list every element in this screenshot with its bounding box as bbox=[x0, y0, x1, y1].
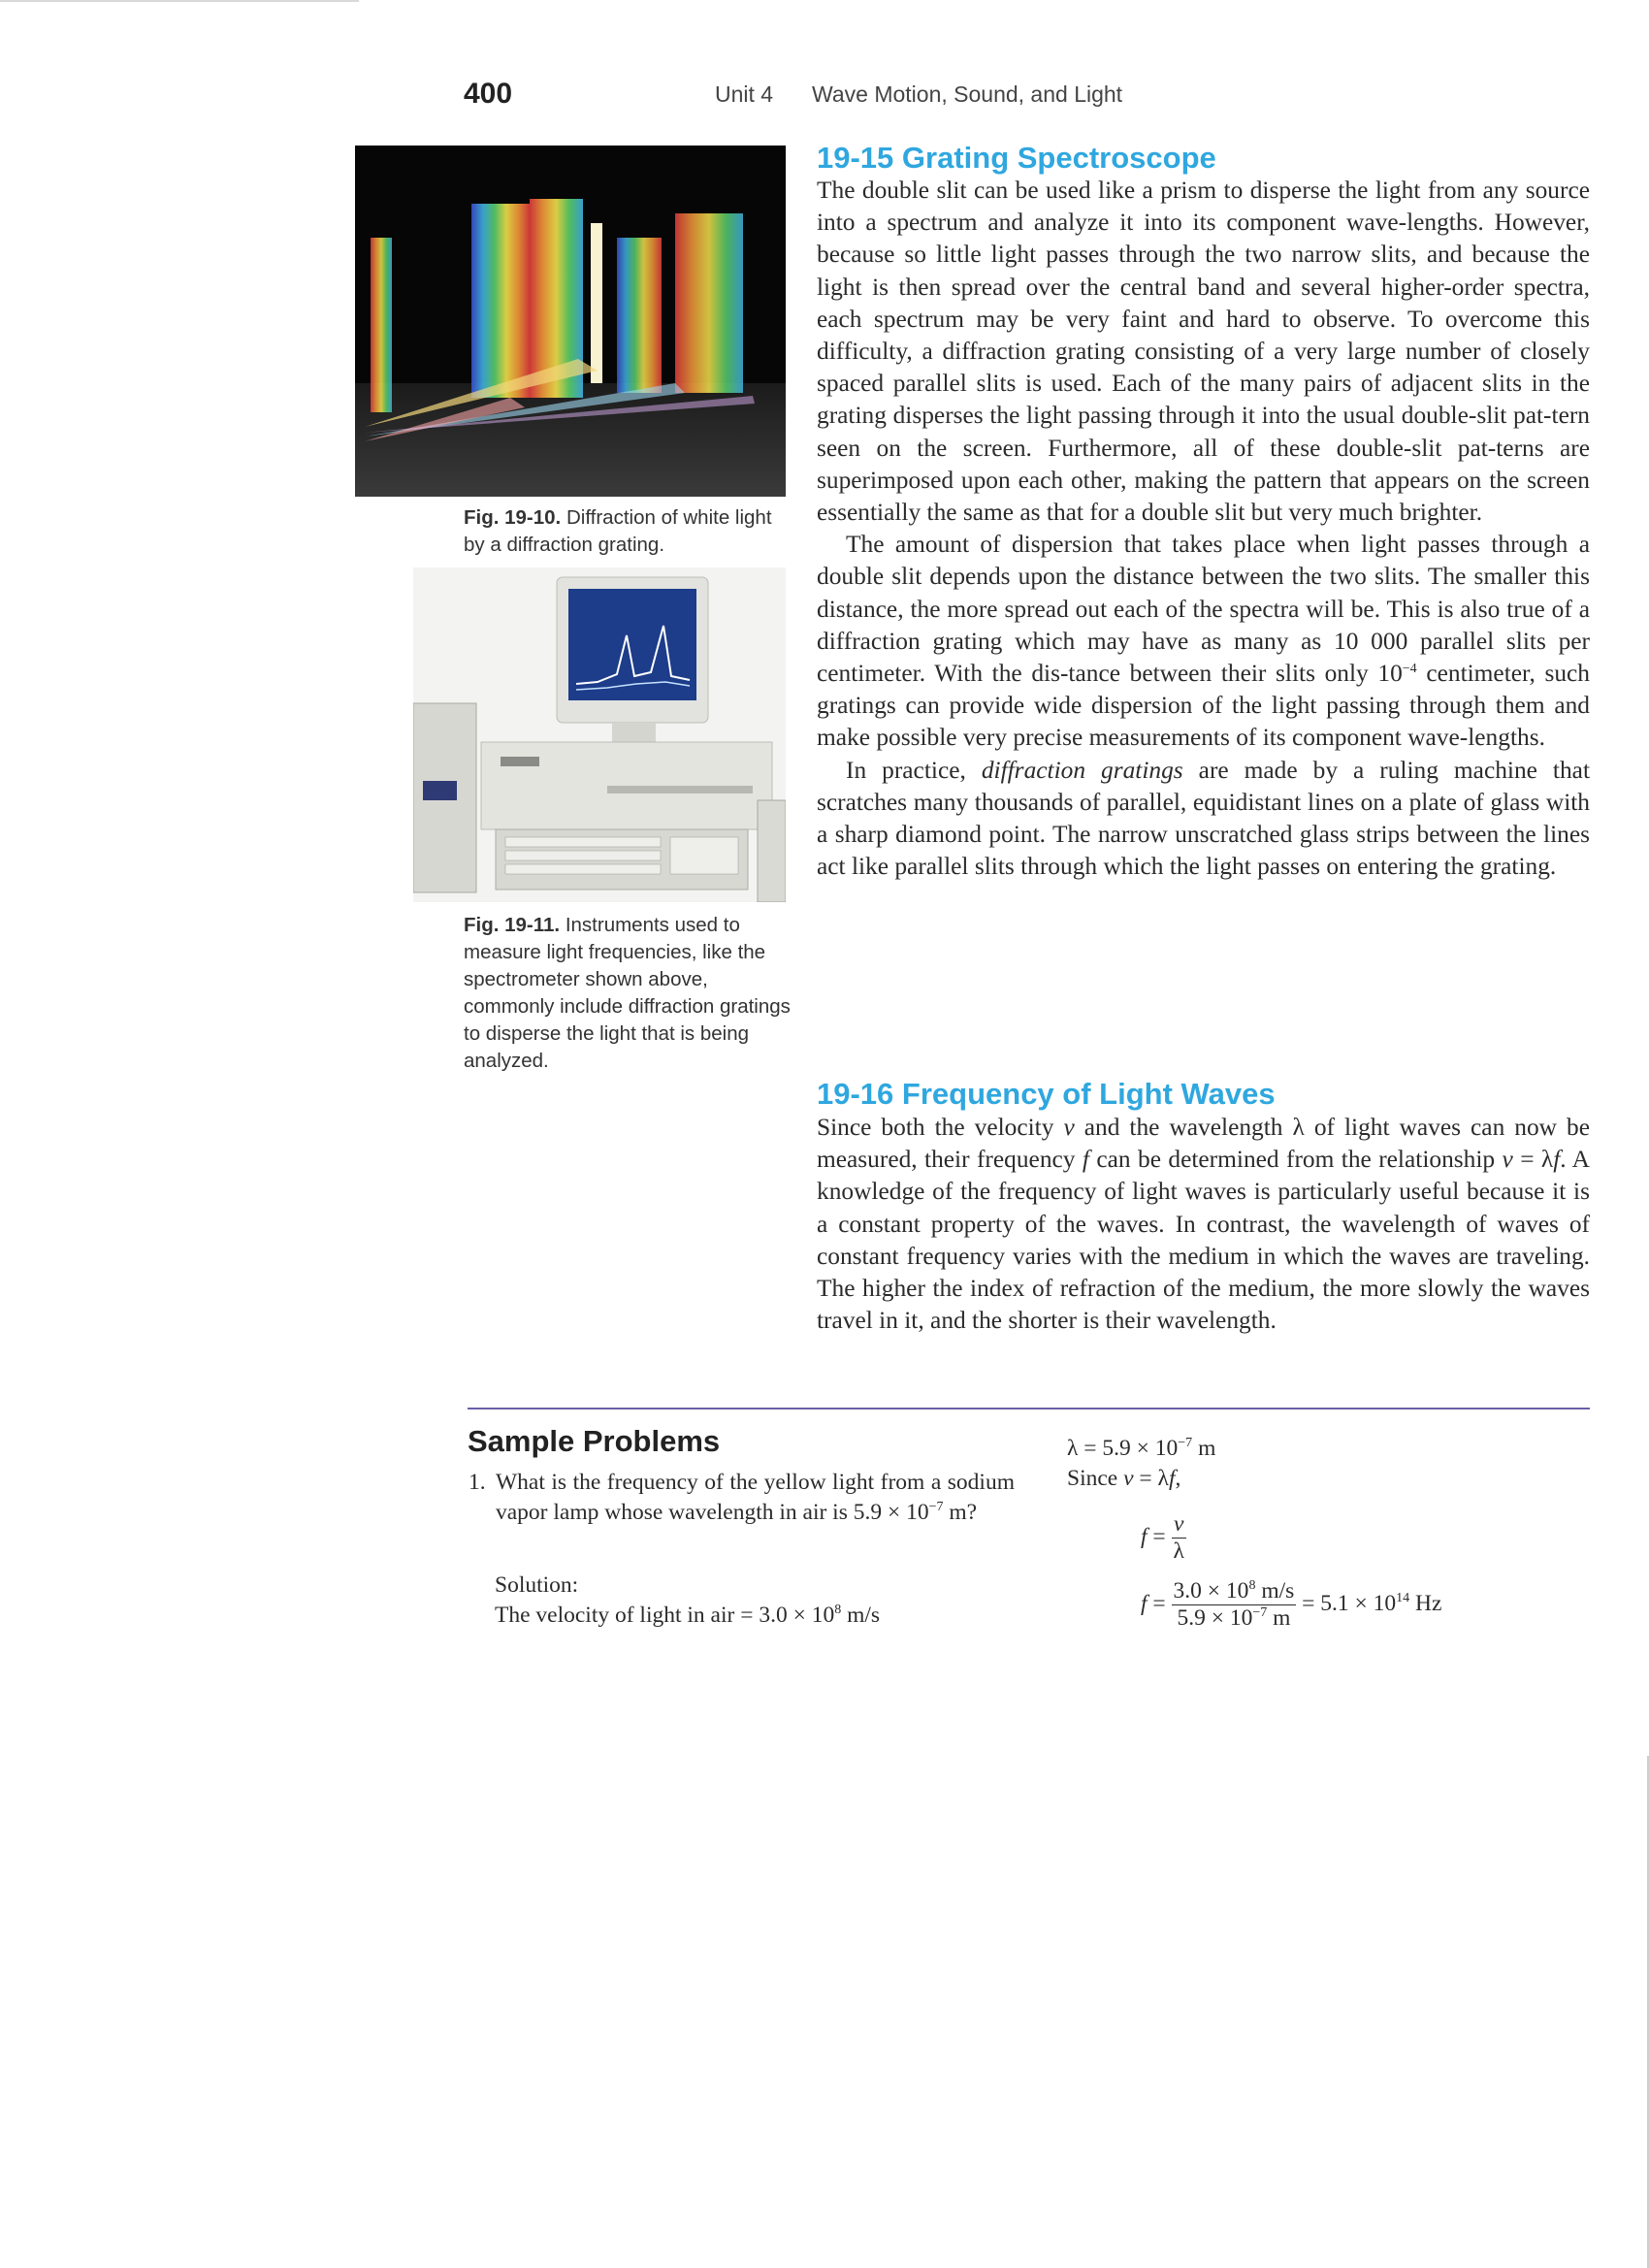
text-run: Since bbox=[1067, 1466, 1124, 1491]
text-run: 3.0 × 10 bbox=[1173, 1578, 1249, 1604]
paragraph bbox=[817, 529, 1590, 754]
equation-f-formula bbox=[1141, 1511, 1186, 1565]
fraction-numerator bbox=[1172, 1578, 1297, 1605]
equals-sign: = bbox=[1147, 1590, 1172, 1616]
text-run: and the wavelength λ of light waves can now be measured, their frequency bbox=[817, 1114, 1590, 1174]
variable-f: f bbox=[1168, 1466, 1176, 1491]
text-run: Hz bbox=[1409, 1590, 1442, 1616]
fraction-numerator: v bbox=[1172, 1511, 1186, 1539]
caption-text: Instruments used to measure light frequencies, like the spectrometer shown above, commonly include diffraction gratings to disperse the light that is being analyzed. bbox=[464, 914, 791, 1072]
superscript: −7 bbox=[928, 1500, 944, 1514]
text-run: can be determined from the relationship bbox=[1088, 1146, 1503, 1174]
text-run: , bbox=[1175, 1466, 1181, 1491]
variable-f: f bbox=[1553, 1146, 1561, 1174]
text-run: m bbox=[1267, 1605, 1291, 1631]
variable-f: f bbox=[1082, 1146, 1089, 1174]
running-head-unit: Unit 4 bbox=[715, 81, 774, 107]
page-number: 400 bbox=[464, 78, 513, 110]
text-run: 5.9 × 10 bbox=[1177, 1605, 1253, 1631]
variable-f: f bbox=[1141, 1590, 1148, 1616]
fraction-denominator bbox=[1172, 1605, 1297, 1632]
text-run: m/s bbox=[841, 1603, 881, 1628]
question-number: 1. bbox=[469, 1470, 486, 1495]
spectrometer-photo bbox=[413, 567, 786, 902]
equation-since bbox=[1067, 1466, 1180, 1492]
section-heading-19-15: 19-15 Grating Spectroscope bbox=[817, 141, 1216, 175]
section-divider bbox=[468, 1408, 1590, 1409]
superscript: 14 bbox=[1396, 1590, 1410, 1605]
text-run: λ = 5.9 × 10 bbox=[1067, 1436, 1179, 1461]
text-run: are made by a ruling machine that scratches many thousands of parallel, equidistant lines on a plate of glass with a sharp diamond point. The narrow unscratched glass strips between the lines act like parallel slits through which the light passes on entering the grating. bbox=[817, 756, 1590, 881]
paragraph bbox=[817, 755, 1590, 884]
running-head-title: Wave Motion, Sound, and Light bbox=[812, 81, 1123, 107]
variable-v: v bbox=[1123, 1466, 1134, 1491]
superscript: −7 bbox=[1178, 1436, 1193, 1450]
equation-f-result bbox=[1141, 1578, 1441, 1632]
text-run: = λ bbox=[1512, 1146, 1554, 1174]
text-run: Since both the velocity bbox=[817, 1114, 1064, 1141]
sample-question bbox=[469, 1468, 1015, 1528]
solution-label: Solution: bbox=[495, 1572, 579, 1598]
figure-caption-19-11 bbox=[464, 912, 793, 1075]
section-body-19-16 bbox=[817, 1112, 1590, 1337]
paragraph: The double slit can be used like a prism to disperse the light from any source into a spectrum and analyze it into its component wave-lengths. However, because so little light passes through the two narrow slits, and because the light is then spread over the central band and several higher-order spectra, each spectrum may be very faint and hard to observe. To overcome this difficulty, a diffraction grating consisting of a very large number of closely spaced parallel slits is used. Each of the many pairs of adjacent slits in the grating disperses the light passing through it into the usual double-slit pat-tern seen on the screen. Furthermore, all of these double-slit pat-terns are superimposed upon each other, making the pattern that appears on the screen essentially the same as that for a double slit but very much brighter. bbox=[817, 177, 1590, 527]
scan-edge-line bbox=[0, 0, 359, 2]
superscript: 8 bbox=[1248, 1578, 1256, 1593]
text-run: . A knowledge of the frequency of light waves is particularly useful because it is a constant property of the waves. In contrast, the wavelength of waves of constant frequency varies with the medium in which the waves are traveling. The higher the index of refraction of the medium, the more slowly the waves travel in it, and the shorter is their wavelength. bbox=[817, 1146, 1590, 1335]
text-run: = 5.1 × 10 bbox=[1296, 1590, 1397, 1616]
caption-text: Diffraction of white light by a diffraction grating. bbox=[464, 506, 772, 556]
section-body-19-15 bbox=[817, 175, 1590, 883]
sample-problems-title: Sample Problems bbox=[468, 1424, 721, 1458]
variable-v: v bbox=[1502, 1146, 1513, 1174]
diffraction-photo bbox=[355, 146, 786, 497]
section-heading-19-16: 19-16 Frequency of Light Waves bbox=[817, 1077, 1276, 1111]
solution-line bbox=[495, 1603, 880, 1629]
text-run: What is the frequency of the yellow light from a sodium vapor lamp whose wavelength in air is 5.9 × 10 bbox=[496, 1470, 1015, 1525]
variable-v: v bbox=[1063, 1114, 1075, 1141]
emphasis-term: diffraction gratings bbox=[981, 756, 1183, 784]
figure-label: Fig. 19-10. bbox=[464, 506, 562, 529]
variable-f: f bbox=[1141, 1523, 1148, 1549]
text-run: centimeter, such gratings can provide wide dispersion of the light passing through them and make possible very precise measurements of its component wave-lengths. bbox=[817, 660, 1590, 752]
equation-lambda bbox=[1067, 1436, 1215, 1462]
text-run: In practice, bbox=[846, 756, 982, 784]
text-run: m/s bbox=[1255, 1578, 1295, 1604]
text-run: The amount of dispersion that takes place when light passes through a double slit depends upon the distance between the two slits. The smaller this distance, the more spread out each of the spectra will be. This is also true of a diffraction grating which may have as many as 10 000 parallel slits per centimeter. With the dis-tance between their slits only 10 bbox=[817, 531, 1590, 688]
figure-caption-19-10 bbox=[464, 504, 784, 559]
superscript: −7 bbox=[1252, 1605, 1268, 1620]
figure-label: Fig. 19-11. bbox=[464, 914, 561, 936]
paragraph bbox=[817, 1112, 1590, 1337]
superscript: −4 bbox=[1402, 662, 1417, 677]
text-run: = λ bbox=[1133, 1466, 1169, 1491]
superscript: 8 bbox=[834, 1603, 842, 1617]
question-text bbox=[496, 1468, 1015, 1528]
text-run: m? bbox=[943, 1500, 978, 1525]
fraction bbox=[1172, 1578, 1297, 1632]
equals-sign: = bbox=[1147, 1523, 1172, 1549]
text-run: m bbox=[1192, 1436, 1216, 1461]
text-run: The velocity of light in air = 3.0 × 10 bbox=[495, 1603, 835, 1628]
fraction bbox=[1172, 1511, 1186, 1565]
fraction-denominator: λ bbox=[1173, 1539, 1184, 1564]
